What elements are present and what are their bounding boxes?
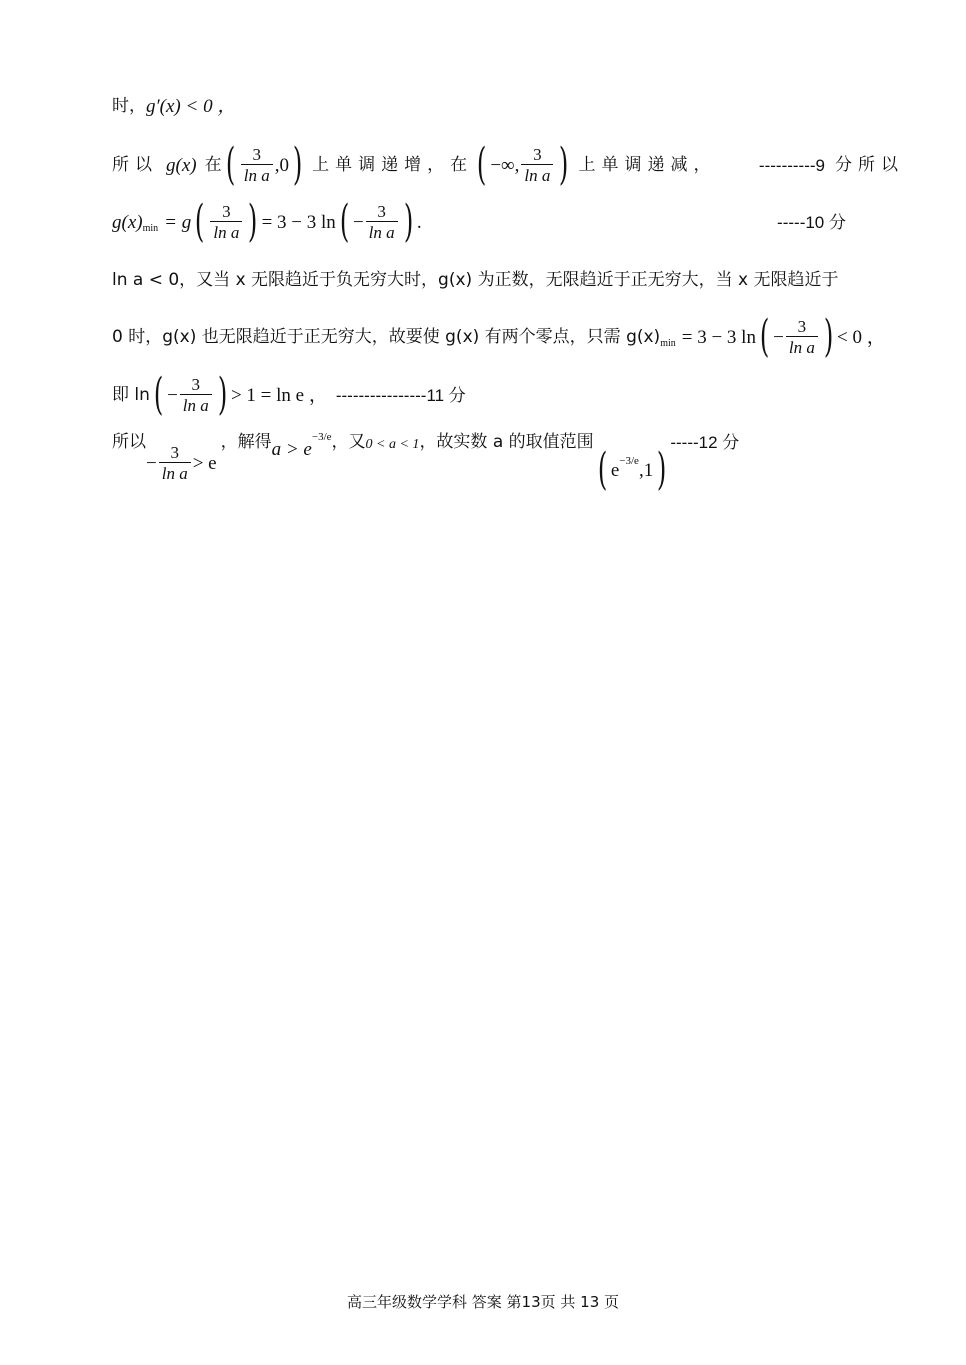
line2-t1: 所以 (112, 154, 158, 175)
line5-t3: < 0 ， (837, 326, 886, 348)
line2-t5: 分所以 (835, 154, 904, 175)
line7-fraction: $\frac{3}{\text{ln a}}$ (159, 444, 191, 482)
line3-fraction-2: $\frac{3}{\text{ln a}}$ (366, 203, 398, 241)
interval2-fraction: $\frac{3}{\text{ln a}}$ (521, 146, 553, 184)
interval1-tail: ,0 (274, 154, 289, 176)
gmin: g(x) (112, 211, 143, 233)
line-7: 所以 − $\frac{3}{\text{ln a}}$ > e ，解得 a > e −3/e ，又 0 < a < 1 ，故实数 a 的取值范围 ( e −3/e ,1 ) -----12 分 (112, 431, 740, 495)
line5-min-subscript: min (660, 338, 676, 349)
score-11: ----------------11 分 (335, 385, 466, 405)
line3-eq: = g (164, 211, 192, 233)
line1-expr: g′(x) < 0 ， (146, 96, 237, 117)
score-12: -----12 分 (670, 433, 740, 452)
line-3: g(x) min = g ( $\frac{3}{\text{ln a}}$ ) = 3 − 3 ln ( − $\frac{3}{\text{ln a}}$ ) . -----10 分 (112, 196, 846, 247)
line7-gt: > e (192, 452, 217, 474)
line4-text: ln a < 0，又当 x 无限趋近于负无穷大时，g(x) 为正数，无限趋近于正无穷大，当 x 无限趋近于 (112, 270, 839, 290)
line5-t2: = 3 − 3 ln (681, 326, 756, 348)
line-5: 0 时，g(x) 也无限趋近于正无穷大，故要使 g(x) 有两个零点，只需 g(x) min = 3 − 3 ln ( − $\frac{3}{\text{ln a}}$ ) < 0 ， (112, 311, 886, 362)
line2-gx: g(x) (166, 154, 197, 176)
line3-neg: − (352, 211, 364, 233)
page-footer: 高三年级数学学科 答案 第13页 共 13 页 (346, 1293, 620, 1311)
line2-t2: 在 (204, 154, 222, 175)
line1-prefix: 时， (112, 96, 146, 116)
line7-ineq2: 0 < a < 1 (365, 437, 420, 452)
score-10: -----10 分 (777, 212, 846, 232)
score-9: ----------9 (758, 155, 825, 175)
line2-t3: 上单调递增，在 (312, 154, 474, 175)
line7-t1: 所以 (112, 432, 146, 452)
line6-t1: 即 ln (112, 384, 150, 405)
interval2-head: −∞, (490, 154, 520, 176)
line-1 (112, 97, 904, 116)
line3-dot: . (416, 211, 422, 233)
line6-fraction: $\frac{3}{\text{ln a}}$ (180, 376, 212, 414)
line-4 (112, 272, 904, 289)
interval1-fraction: $\frac{3}{\text{ln a}}$ (241, 146, 273, 184)
line7-ineq: a > e (271, 439, 312, 460)
line2-t4: 上单调递减， (578, 154, 717, 175)
line7-t3: ，又 (331, 432, 366, 452)
line3-rhs: = 3 − 3 ln (261, 211, 336, 233)
line7-neg: − (146, 452, 157, 474)
line5-fraction: $\frac{3}{\text{ln a}}$ (786, 318, 818, 356)
line6-neg: − (167, 384, 178, 406)
line5-neg: − (773, 326, 784, 348)
range-base: e (610, 459, 620, 481)
min-subscript: min (142, 223, 159, 234)
line7-t2: ，解得 (220, 432, 272, 452)
line-2: 所以 g(x) 在 ( $\frac{3}{\text{ln a}}$ ,0 ) 上单调递增，在 ( −∞, $\frac{3}{\text{ln a}}$ ) 上单调递减， ----------9 分所以 (112, 139, 904, 190)
line-6: 即 ln ( − $\frac{3}{\text{ln a}}$ ) > 1 = ln e ， ----------------11 分 (112, 369, 466, 420)
line3-fraction: $\frac{3}{\text{ln a}}$ (210, 203, 242, 241)
range-tail: ,1 (638, 459, 654, 481)
line6-t2: > 1 = ln e ， (230, 384, 328, 406)
line7-t4: ，故实数 a 的取值范围 (419, 432, 594, 452)
range-exp: −3/e (619, 454, 639, 467)
line7-exp: −3/e (311, 431, 332, 443)
line5-t1: 0 时，g(x) 也无限趋近于正无穷大，故要使 g(x) 有两个零点，只需 g(x) (112, 326, 661, 347)
